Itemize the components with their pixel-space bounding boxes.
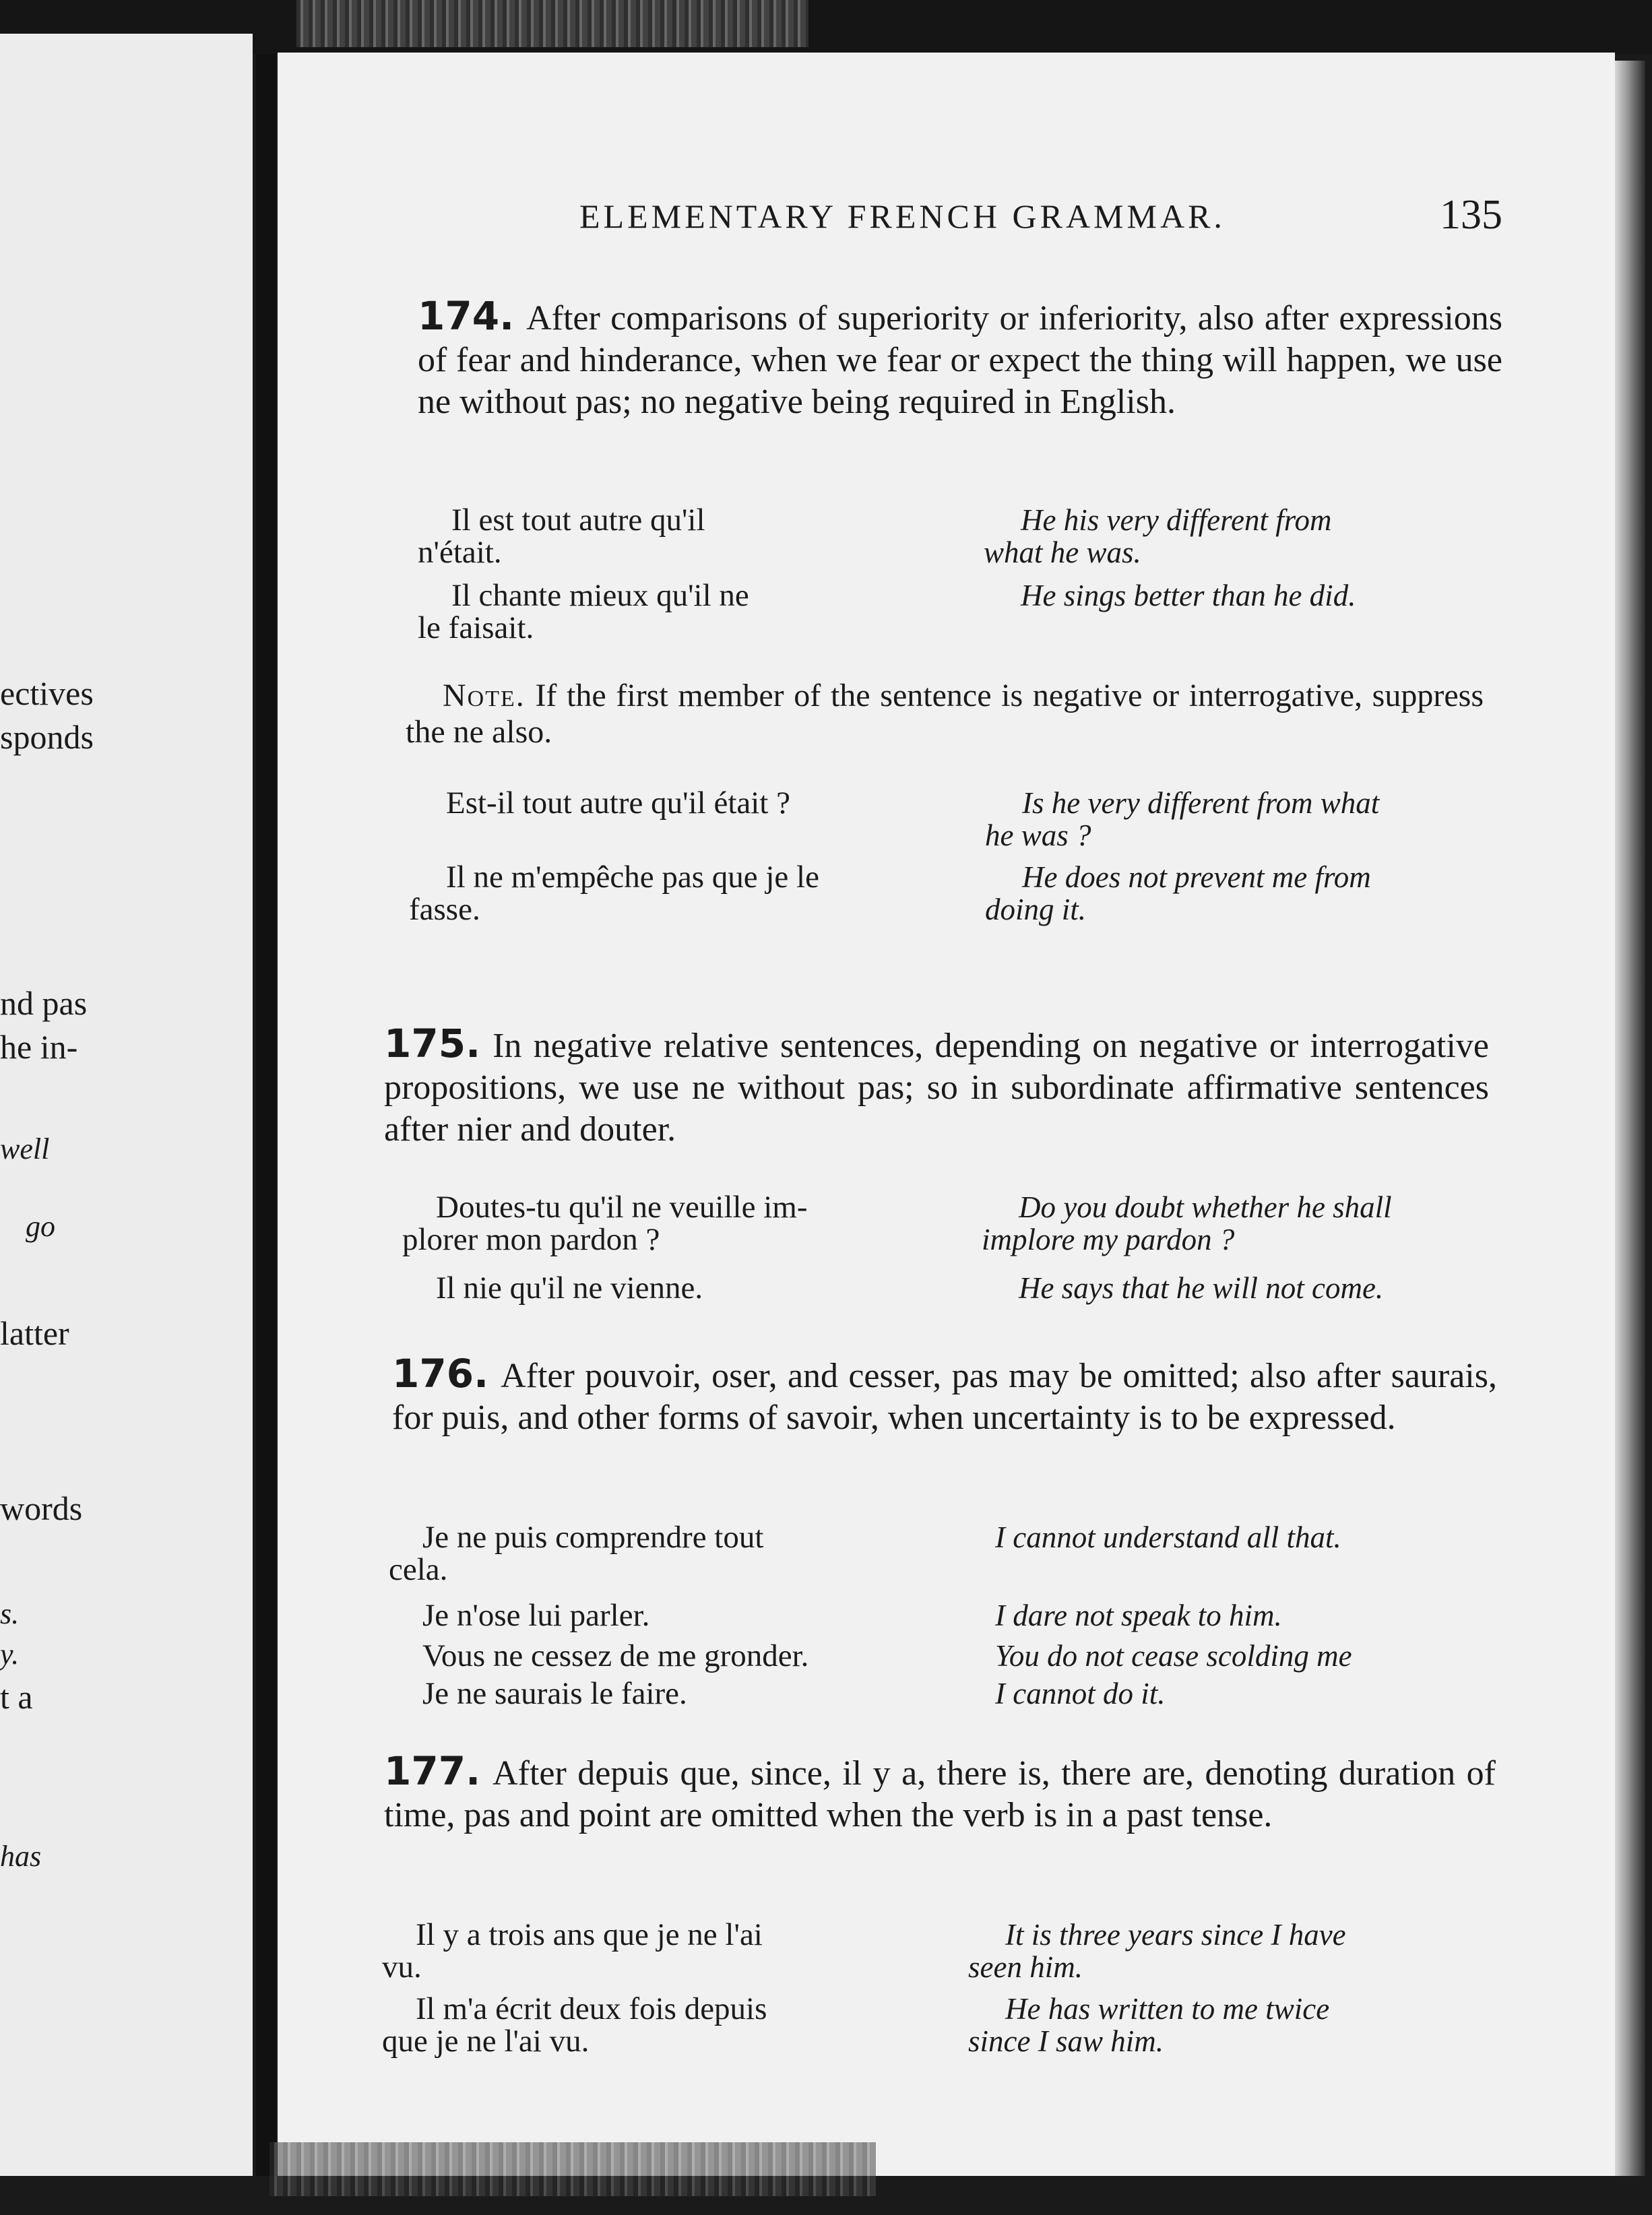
example-pair xyxy=(382,1991,1527,2060)
example-english: You do not cease scolding me xyxy=(995,1639,1352,1673)
left-fragment: t a xyxy=(0,1678,33,1716)
example-pair xyxy=(389,1520,1527,1588)
example-french: Je ne saurais le faire. xyxy=(422,1676,687,1711)
example-english: seen him. xyxy=(968,1950,1083,1984)
example-english: He says that he will not come. xyxy=(1019,1271,1384,1305)
example-french: le faisait. xyxy=(418,610,534,645)
left-fragment: s. xyxy=(0,1597,20,1630)
scan-top-artifact xyxy=(296,0,808,47)
left-fragment: has xyxy=(0,1840,42,1873)
example-pair xyxy=(422,1677,1527,1718)
note-label: Note. xyxy=(443,678,526,713)
example-english: He does not prevent me from xyxy=(1022,860,1371,894)
section-174 xyxy=(418,295,1502,423)
left-fragment: well xyxy=(0,1132,50,1165)
left-page xyxy=(0,34,253,2176)
example-french: fasse. xyxy=(409,892,480,927)
section-176 xyxy=(392,1353,1497,1439)
section-175 xyxy=(384,1023,1489,1151)
example-pair xyxy=(418,503,1543,571)
example-english: since I saw him. xyxy=(968,2024,1164,2058)
running-head: ELEMENTARY FRENCH GRAMMAR. xyxy=(579,197,1226,235)
example-french: Vous ne cessez de me gronder. xyxy=(422,1638,809,1673)
example-english: I cannot understand all that. xyxy=(995,1520,1341,1554)
example-english: He has written to me twice xyxy=(1005,1992,1330,2026)
example-french: Il nie qu'il ne vienne. xyxy=(436,1271,703,1306)
example-english: It is three years since I have xyxy=(1005,1918,1346,1952)
example-french: Est-il tout autre qu'il était ? xyxy=(446,785,790,821)
left-fragment: words xyxy=(0,1489,83,1527)
example-english: He sings better than he did. xyxy=(1021,579,1356,612)
example-french: Je n'ose lui parler. xyxy=(422,1598,650,1633)
example-pair xyxy=(409,860,1537,928)
note xyxy=(406,678,1484,750)
page-number: 135 xyxy=(1440,192,1502,238)
example-french: Il chante mieux qu'il ne xyxy=(451,578,749,613)
scan-bottom-artifact xyxy=(269,2142,876,2196)
example-french: Il ne m'empêche pas que je le xyxy=(446,860,819,895)
section-number: 177. xyxy=(384,1748,481,1794)
example-pair xyxy=(418,578,1543,647)
example-pair xyxy=(446,787,1537,854)
section-text: After comparisons of superiority or inferiority, also after expressions of fear and hinderance, when we fear or expect the thing will happen, we use ne without pas; no negative being required in English. xyxy=(418,299,1502,421)
example-french: Il y a trois ans que je ne l'ai xyxy=(416,1917,763,1952)
example-english: I cannot do it. xyxy=(995,1677,1166,1710)
example-english: doing it. xyxy=(985,893,1087,926)
example-english: He his very different from xyxy=(1021,503,1332,537)
section-text: After pouvoir, oser, and cesser, pas may be omitted; also after saurais, for puis, and other forms of savoir, when uncertainty is to be expressed. xyxy=(392,1357,1497,1437)
example-english: what he was. xyxy=(984,536,1141,569)
example-french: Je ne puis comprendre tout xyxy=(422,1520,764,1555)
example-english: Is he very different from what xyxy=(1022,786,1380,820)
example-pair xyxy=(382,1917,1527,1986)
section-number: 174. xyxy=(418,293,515,339)
left-fragment: sponds xyxy=(0,718,94,756)
section-number: 175. xyxy=(384,1021,481,1066)
example-french: plorer mon pardon ? xyxy=(402,1222,660,1257)
example-french: Il est tout autre qu'il xyxy=(451,503,705,538)
section-number: 176. xyxy=(392,1351,489,1397)
left-fragment: he in- xyxy=(0,1028,78,1066)
book-spine xyxy=(256,54,276,2176)
left-fragment: go xyxy=(26,1210,55,1243)
example-english: implore my pardon ? xyxy=(982,1223,1235,1256)
example-french: que je ne l'ai vu. xyxy=(382,2024,590,2059)
page-edge xyxy=(1615,61,1645,2176)
example-pair xyxy=(436,1272,1541,1312)
example-french: Il m'a écrit deux fois depuis xyxy=(416,1991,767,2026)
left-fragment: latter xyxy=(0,1314,69,1352)
left-fragment: ectives xyxy=(0,674,94,712)
example-english: I dare not speak to him. xyxy=(995,1599,1282,1632)
example-english: Do you doubt whether he shall xyxy=(1019,1190,1392,1224)
right-page xyxy=(278,53,1615,2176)
section-177 xyxy=(384,1750,1496,1836)
left-fragment: nd pas xyxy=(0,984,88,1022)
example-pair xyxy=(402,1190,1541,1258)
note-text: If the first member of the sentence is negative or interrogative, suppress the ne also. xyxy=(406,678,1484,750)
example-pair xyxy=(422,1640,1527,1680)
example-pair xyxy=(422,1599,1527,1640)
example-french: vu. xyxy=(382,1950,422,1985)
example-french: n'était. xyxy=(418,535,502,570)
example-french: Doutes-tu qu'il ne veuille im- xyxy=(436,1190,808,1225)
section-text: After depuis que, since, il y a, there is, there are, denoting duration of time, pas and point are omitted when the verb is in a past tense. xyxy=(384,1754,1496,1834)
section-text: In negative relative sentences, depending on negative or interrogative propositions, we use ne without pas; so in subordinate affirmative sentences after nier and douter. xyxy=(384,1027,1489,1149)
page-header xyxy=(579,192,1502,251)
example-english: he was ? xyxy=(985,818,1091,852)
left-fragment: y. xyxy=(0,1638,20,1671)
example-french: cela. xyxy=(389,1552,448,1587)
